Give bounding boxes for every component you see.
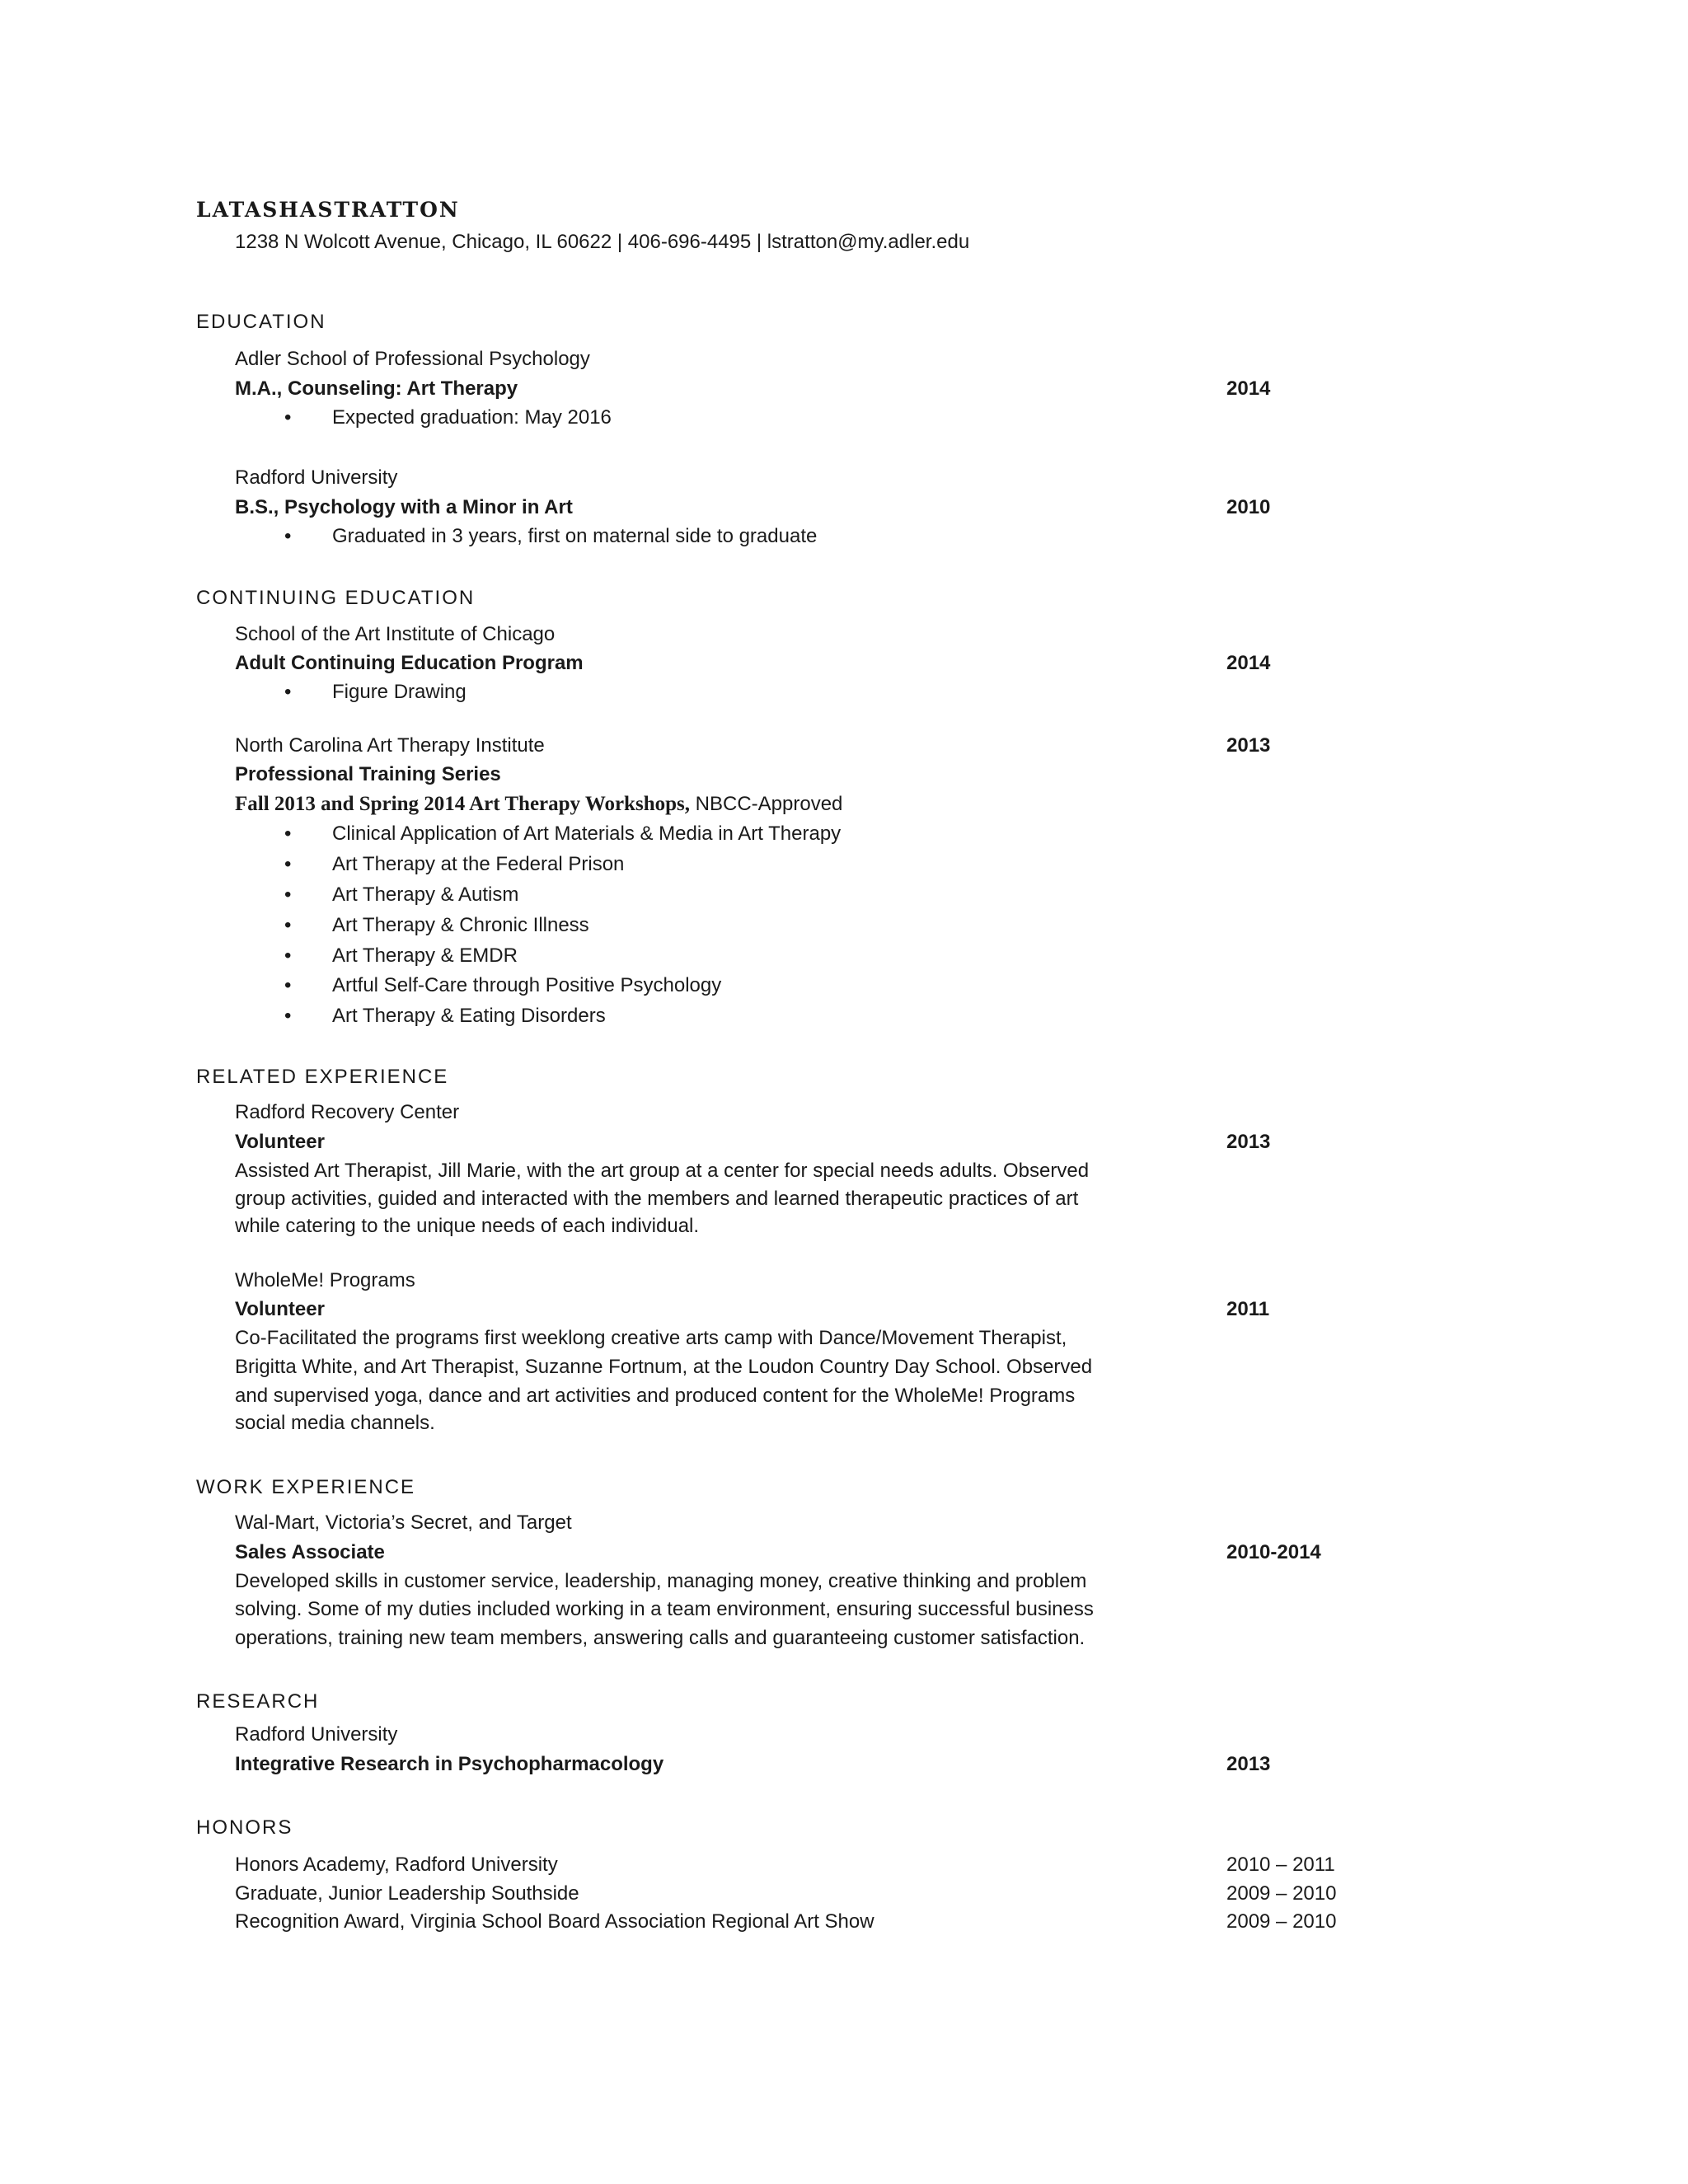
workshop-item: Art Therapy & Autism — [332, 883, 519, 906]
section-heading-related-experience: RELATED EXPERIENCE — [196, 1066, 449, 1088]
honor-item: Graduate, Junior Leadership Southside — [235, 1882, 579, 1905]
ce-year-1: 2014 — [1226, 652, 1271, 674]
work-desc-line: operations, training new team members, answering calls and guaranteeing customer satisfaction. — [235, 1627, 1085, 1649]
edu-bullet-2: Graduated in 3 years, first on maternal side to graduate — [332, 525, 818, 547]
honor-item: Honors Academy, Radford University — [235, 1854, 558, 1876]
rel-role-2: Volunteer — [235, 1298, 325, 1320]
edu-degree-1: M.A., Counseling: Art Therapy — [235, 377, 518, 400]
rel-desc-line: social media channels. — [235, 1412, 435, 1434]
workshop-item: Artful Self-Care through Positive Psychology — [332, 974, 722, 996]
workshop-item: Art Therapy at the Federal Prison — [332, 853, 625, 875]
work-role: Sales Associate — [235, 1541, 385, 1563]
edu-school-1: Adler School of Professional Psychology — [235, 348, 590, 370]
contact-line: 1238 N Wolcott Avenue, Chicago, IL 60622 | 406-696-4495 | lstratton@my.adler.edu — [235, 231, 970, 253]
ce-year-2: 2013 — [1226, 734, 1271, 757]
edu-school-2: Radford University — [235, 466, 398, 489]
workshop-item: Art Therapy & EMDR — [332, 944, 518, 967]
bullet-mark: • — [284, 1005, 292, 1027]
research-year: 2013 — [1226, 1753, 1271, 1775]
honor-year: 2010 – 2011 — [1226, 1854, 1335, 1876]
bullet-mark: • — [284, 406, 292, 429]
rel-desc-line: Co-Facilitated the programs first weeklong creative arts camp with Dance/Movement Therapist, — [235, 1327, 1067, 1349]
workshop-item: Clinical Application of Art Materials & Media in Art Therapy — [332, 823, 842, 845]
workshop-item: Art Therapy & Chronic Illness — [332, 914, 589, 936]
work-year: 2010-2014 — [1226, 1541, 1321, 1563]
edu-degree-2: B.S., Psychology with a Minor in Art — [235, 496, 573, 518]
rel-org-1: Radford Recovery Center — [235, 1101, 460, 1123]
ce-program-2: Professional Training Series — [235, 763, 501, 785]
rel-org-2: WholeMe! Programs — [235, 1269, 415, 1291]
section-heading-honors: HONORS — [196, 1816, 293, 1839]
ce-school-2: North Carolina Art Therapy Institute — [235, 734, 545, 757]
ce-bullet-1: Figure Drawing — [332, 681, 467, 703]
rel-desc-line: while catering to the unique needs of each individual. — [235, 1215, 700, 1237]
bullet-mark: • — [284, 853, 292, 875]
rel-desc-line: and supervised yoga, dance and art activities and produced content for the WholeMe! Programs — [235, 1385, 1076, 1407]
rel-desc-line: Brigitta White, and Art Therapist, Suzanne Fortnum, at the Loudon Country Day School. Observed — [235, 1356, 1093, 1378]
work-desc-line: Developed skills in customer service, leadership, managing money, creative thinking and problem — [235, 1570, 1087, 1592]
honor-item: Recognition Award, Virginia School Board Association Regional Art Show — [235, 1910, 874, 1933]
honor-year: 2009 – 2010 — [1226, 1910, 1337, 1933]
bullet-mark: • — [284, 823, 292, 845]
rel-desc-line: group activities, guided and interacted with the members and learned therapeutic practices of art — [235, 1188, 1079, 1210]
edu-year-2: 2010 — [1226, 496, 1271, 518]
honor-year: 2009 – 2010 — [1226, 1882, 1337, 1905]
bullet-mark: • — [284, 525, 292, 547]
section-heading-education: EDUCATION — [196, 311, 326, 333]
rel-year-2: 2011 — [1226, 1298, 1270, 1320]
research-title: Integrative Research in Psychopharmacology — [235, 1753, 664, 1775]
section-heading-work-experience: WORK EXPERIENCE — [196, 1476, 416, 1498]
edu-year-1: 2014 — [1226, 377, 1271, 400]
workshop-item: Art Therapy & Eating Disorders — [332, 1005, 606, 1027]
candidate-name: LATASHASTRATTON — [196, 198, 460, 222]
rel-role-1: Volunteer — [235, 1131, 325, 1153]
work-desc-line: solving. Some of my duties included working in a team environment, ensuring successful business — [235, 1598, 1094, 1620]
ce-school-1: School of the Art Institute of Chicago — [235, 623, 556, 645]
ce-workshops-title: Fall 2013 and Spring 2014 Art Therapy Workshops, — [235, 793, 690, 815]
research-org: Radford University — [235, 1723, 398, 1746]
ce-workshops-line — [235, 793, 842, 816]
bullet-mark: • — [284, 944, 292, 967]
section-heading-research: RESEARCH — [196, 1690, 320, 1713]
ce-workshops-suffix: NBCC-Approved — [689, 793, 843, 815]
ce-program-1: Adult Continuing Education Program — [235, 652, 584, 674]
bullet-mark: • — [284, 914, 292, 936]
edu-bullet-1: Expected graduation: May 2016 — [332, 406, 612, 429]
bullet-mark: • — [284, 681, 292, 703]
section-heading-continuing-education: CONTINUING EDUCATION — [196, 587, 476, 609]
bullet-mark: • — [284, 883, 292, 906]
work-org: Wal-Mart, Victoria’s Secret, and Target — [235, 1511, 572, 1534]
bullet-mark: • — [284, 974, 292, 996]
rel-desc-line: Assisted Art Therapist, Jill Marie, with the art group at a center for special needs adults. Observed — [235, 1160, 1090, 1182]
rel-year-1: 2013 — [1226, 1131, 1271, 1153]
